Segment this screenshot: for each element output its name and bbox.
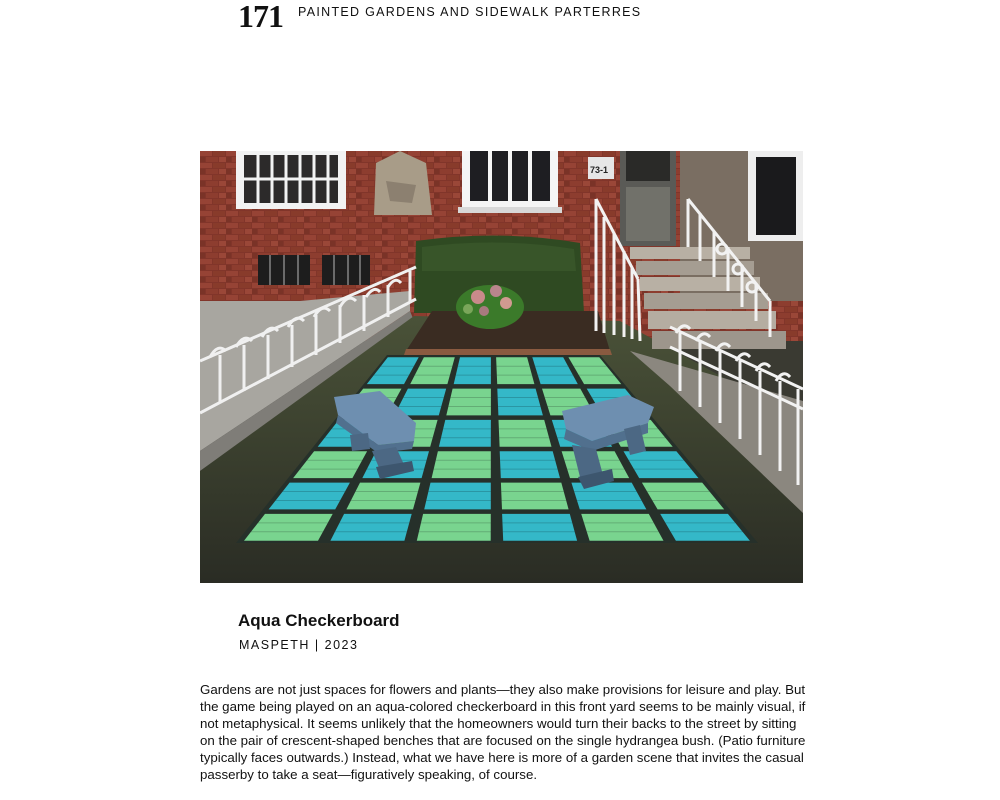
- checkerboard-square: [500, 451, 560, 478]
- checkerboard-square: [501, 483, 569, 510]
- window-left: [236, 151, 346, 209]
- garden-photo: [200, 151, 803, 583]
- checkerboard-square: [432, 451, 491, 478]
- checkerboard-square: [446, 389, 491, 416]
- hydrangea-bush: [456, 285, 524, 329]
- caption-location-year: MASPETH | 2023: [239, 638, 359, 652]
- checkerboard-square: [454, 357, 491, 384]
- checkerboard-square: [499, 420, 552, 447]
- checkerboard-square: [417, 514, 491, 541]
- body-paragraph: Gardens are not just spaces for flowers and plants—they also make provisions for leisure and play. But the game being played on an aqua-colored checkerboard in this front yard seems to be mainly visual, if not metaphysical. It seems unlikely that the homeowners would turn their backs to the street by sitting on the pair of crescent-shaped benches that are focused on the single hydrangea bush. (Patio furniture typically faces outwards.) Instead, what we have here is more of a garden scene that invites the casual passerby to take a seat—figuratively speaking, of course.: [200, 682, 806, 782]
- caption-title: Aqua Checkerboard: [238, 611, 400, 630]
- checkerboard-square: [502, 514, 577, 541]
- running-head: PAINTED GARDENS AND SIDEWALK PARTERRES: [298, 5, 642, 19]
- house-number: 73-1: [590, 165, 609, 175]
- checkerboard-square: [424, 483, 491, 510]
- window-center: [458, 151, 562, 213]
- checkerboard-square: [497, 389, 543, 416]
- page-number: 171: [238, 0, 283, 34]
- checkerboard-square: [330, 514, 411, 541]
- checkerboard-square: [439, 420, 491, 447]
